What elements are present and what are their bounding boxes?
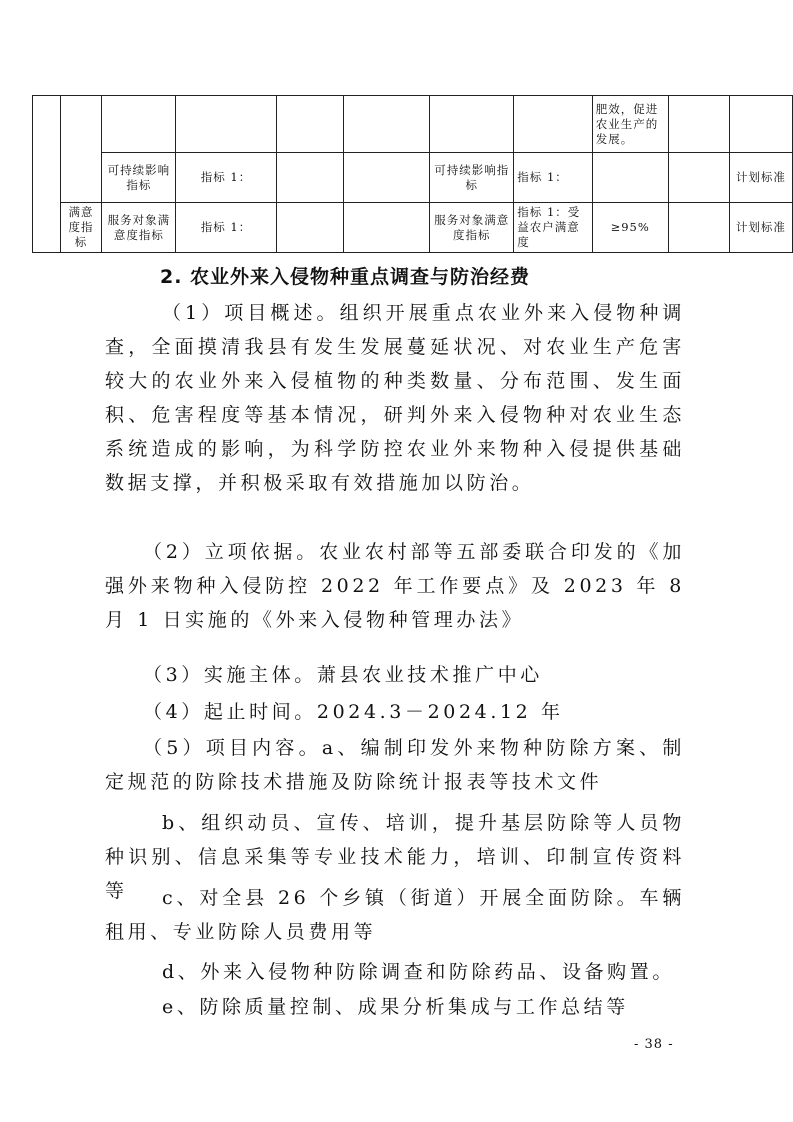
- paragraph-content-a: （5）项目内容。a、编制印发外来物种防除方案、制定规范的防除技术措施及防除统计报表等技术文件: [105, 737, 685, 793]
- page-number: - 38 -: [634, 1037, 674, 1052]
- table-cell: [668, 153, 729, 203]
- table-cell: 肥效，促进农业生产的发展。: [592, 96, 668, 153]
- paragraph-overview: （1）项目概述。组织开展重点农业外来入侵物种调查，全面摸清我县有发生发展蔓延状况、对农业生产危害较大的农业外来入侵植物的种类数量、分布范围、发生面积、危害程度等基本情况，研判外来入侵物种对农业生态系统造成的影响，为科学防控农业外来物种入侵提供基础数据支撑，并积极采取有效措施加以防治。: [105, 302, 685, 494]
- paragraph-implementer: （3）实施主体。萧县农业技术推广中心: [143, 664, 543, 686]
- table-cell: ≥95%: [592, 203, 668, 253]
- paragraph-content-b: b、组织动员、宣传、培训，提升基层防除等人员物种识别、信息采集等专业技术能力，培训、印制宣传资料等: [105, 812, 685, 902]
- table-cell: 指标 1：: [176, 153, 276, 203]
- table-cell: [33, 153, 61, 203]
- table-cell: [33, 203, 61, 253]
- table-cell: [592, 153, 668, 203]
- table-cell: 指标 1：受益农户满意度: [514, 203, 592, 253]
- section-title: 2. 农业外来入侵物种重点调查与防治经费: [160, 266, 531, 288]
- table-cell: [343, 96, 429, 153]
- table-row: [33, 203, 793, 253]
- table-row: [33, 96, 793, 153]
- table-cell: [668, 96, 729, 153]
- table-cell: [729, 96, 792, 153]
- paragraph-content-c: c、对全县 26 个乡镇（街道）开展全面防除。车辆租用、专业防除人员费用等: [105, 887, 685, 943]
- table-cell: [276, 96, 343, 153]
- table-cell: [343, 153, 429, 203]
- table-cell: 计划标准: [729, 203, 792, 253]
- table-cell: 可持续影响指标: [102, 153, 176, 203]
- table-cell: 服务对象满意度指标: [430, 203, 514, 253]
- table-cell: 指标 1：: [514, 153, 592, 203]
- table-cell: 服务对象满意度指标: [102, 203, 176, 253]
- table-cell: [176, 96, 276, 153]
- table-cell: 满意度指标: [60, 203, 102, 253]
- paragraph-period: （4）起止时间。2024.3－2024.12 年: [143, 701, 564, 723]
- paragraph-basis: （2）立项依据。农业农村部等五部委联合印发的《加强外来物种入侵防控 2022 年工作要点》及 2023 年 8 月 1 日实施的《外来入侵物种管理办法》: [105, 541, 685, 631]
- table-cell: 指标 1：: [176, 203, 276, 253]
- paragraph-content-d: d、外来入侵物种防除调查和防除药品、设备购置。: [162, 961, 675, 983]
- table-cell: [276, 153, 343, 203]
- table-cell: [33, 96, 61, 153]
- table-cell: 计划标准: [729, 153, 792, 203]
- table-cell: [60, 153, 102, 203]
- table-cell: [668, 203, 729, 253]
- table-cell: [430, 96, 514, 153]
- table-row: [33, 153, 793, 203]
- table-cell: [102, 96, 176, 153]
- performance-indicator-table: [32, 95, 793, 253]
- table-cell: [514, 96, 592, 153]
- table-cell: [60, 96, 102, 153]
- paragraph-content-e: e、防除质量控制、成果分析集成与工作总结等: [162, 996, 629, 1018]
- table-cell: [343, 203, 429, 253]
- table-cell: [276, 203, 343, 253]
- table-cell: 可持续影响指标: [430, 153, 514, 203]
